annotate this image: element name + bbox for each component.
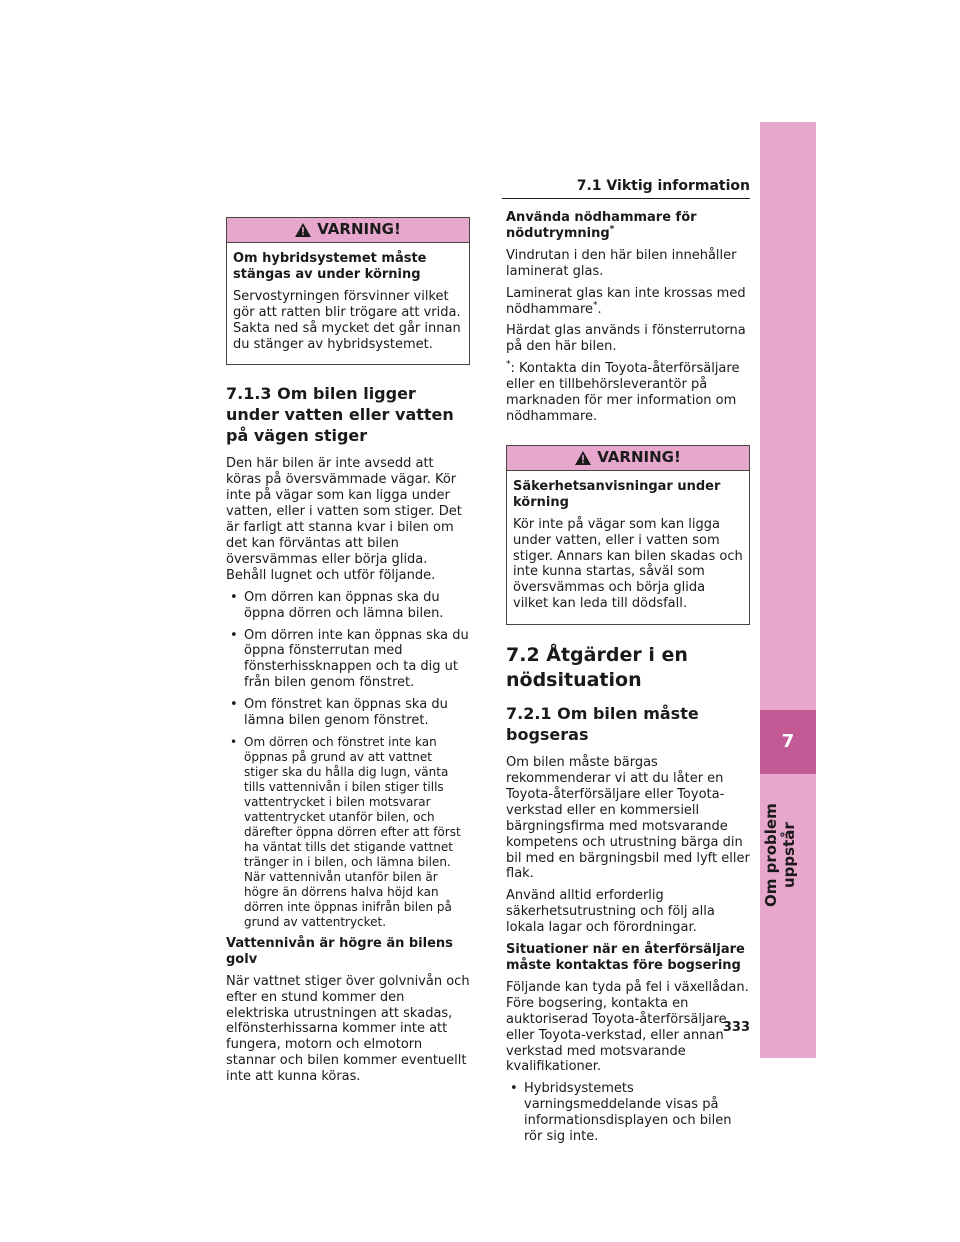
chapter-side-tab [760, 122, 816, 1058]
hammer-paragraph: Vindrutan i den här bilen innehåller laminerat glas. [506, 247, 737, 279]
warning-box [226, 217, 470, 365]
section-heading: 7.1.3 Om bilen ligger under vatten eller vatten på vägen stiger [226, 384, 454, 446]
intro-paragraph: Den här bilen är inte avsedd att köras på översvämmade vägar. Kör inte på vägar som kan ligga under vatten, eller i vatten som stiger. Det är farligt att stanna kvar i bilen om det kan förväntas att bilen översvämmas eller börja glida. Behåll lugnet och utför följande. [226, 456, 462, 583]
tow-paragraph: Använd alltid erforderlig säkerhetsutrustning och följ alla lokala lagar och förordningar. [506, 888, 715, 936]
chapter-title: Om problem uppstår [762, 803, 798, 907]
hammer-heading: Använda nödhammare för nödutrymning* [506, 210, 697, 241]
warning-triangle-icon [295, 223, 311, 237]
tow-subheading: Situationer när en återförsäljare måste kontaktas före bogsering [506, 942, 745, 973]
warning-header [507, 446, 749, 471]
section-heading: 7.2.1 Om bilen måste bogseras [506, 704, 699, 745]
hammer-paragraph: Laminerat glas kan inte krossas med nödhammare*. [506, 285, 746, 317]
warning-label: VARNING! [317, 220, 401, 239]
right-column [506, 210, 750, 1151]
subheading: Vattennivån är högre än bilens golv [226, 935, 453, 967]
tow-paragraph: Följande kan tyda på fel i växellådan. Före bogsering, kontakta en auktoriserad Toyota-återförsäljare eller Toyota-verkstad, eller annan verkstad med motsvarande kvalifikationer. [506, 979, 749, 1075]
closing-paragraph: När vattnet stiger över golvnivån och efter en stund kommer den elektriska utrustningen att skadas, elfönsterhissarna kommer inte att fungera, motorn och elmotorn stannar och bilen kommer eventuellt inte att kunna köras. [226, 973, 470, 1085]
chapter-number: 7 [760, 710, 816, 774]
footnote: *: Kontakta din Toyota-återförsäljare eller en tillbehörsleverantör på marknaden för mer information om nödhammare. [506, 359, 740, 424]
hammer-paragraph: Härdat glas används i fönsterrutorna på den här bilen. [506, 323, 746, 355]
running-header: 7.1 Viktig information [502, 176, 750, 199]
warning-title: Säkerhetsanvisningar under körning [513, 478, 721, 510]
tow-paragraph: Om bilen måste bärgas rekommenderar vi att du låter en Toyota-återförsäljare eller Toyota-verkstad eller en kommersiell bärgningsfirma med motsvarande kompetens och utrustning bärga din bil med en bärgningsbil med lyft eller flak. [506, 755, 750, 882]
warning-text: Servostyrningen försvinner vilket gör att ratten blir trögare att vrida. Sakta ned så mycket det går innan du stänger av hybridsystemet. [233, 288, 461, 352]
flood-actions-list [226, 590, 470, 930]
list-item: • Om fönstret kan öppnas ska du lämna bilen genom fönstret. [226, 697, 470, 729]
warning-triangle-icon [575, 451, 591, 465]
chapter-heading: 7.2 Åtgärder i en nödsituation [506, 644, 688, 692]
list-item: • Om dörren och fönstret inte kan öppnas på grund av att vattnet stiger ska du hålla dig lugn, vänta tills vattennivån i bilen stiger tills vattentrycket i bilen motsvarar vattentrycket utanför bilen, och därefter öppna dörren efter att först ha väntat tills det stigande vattnet tränger in i bilen, och lämna bilen. När vattennivån utanför bilen är högre än dörrens halva höjd kan dörren inte öppnas inifrån bilen på grund av vattentrycket. [226, 735, 470, 930]
warning-label: VARNING! [597, 447, 681, 466]
list-item: • Om dörren inte kan öppnas ska du öppna fönsterrutan med fönsterhissknappen och ta dig ut från bilen genom fönstret. [226, 628, 470, 692]
page-number: 333 [722, 1020, 750, 1035]
tow-list [506, 1081, 750, 1145]
list-item: • Om dörren kan öppnas ska du öppna dörren och lämna bilen. [226, 590, 470, 622]
warning-header [227, 218, 469, 243]
left-column [226, 217, 470, 1091]
warning-box [506, 445, 750, 625]
warning-text: Kör inte på vägar som kan ligga under vatten, eller i vatten som stiger. Annars kan bilen skadas och inte kunna startas, såväl som översvämmas och börja glida vilket kan leda till dödsfall. [513, 516, 743, 612]
warning-title: Om hybridsystemet måste stängas av under körning [233, 251, 427, 282]
list-item: • Hybridsystemets varningsmeddelande visas på informationsdisplayen och bilen rör sig inte. [506, 1081, 750, 1145]
